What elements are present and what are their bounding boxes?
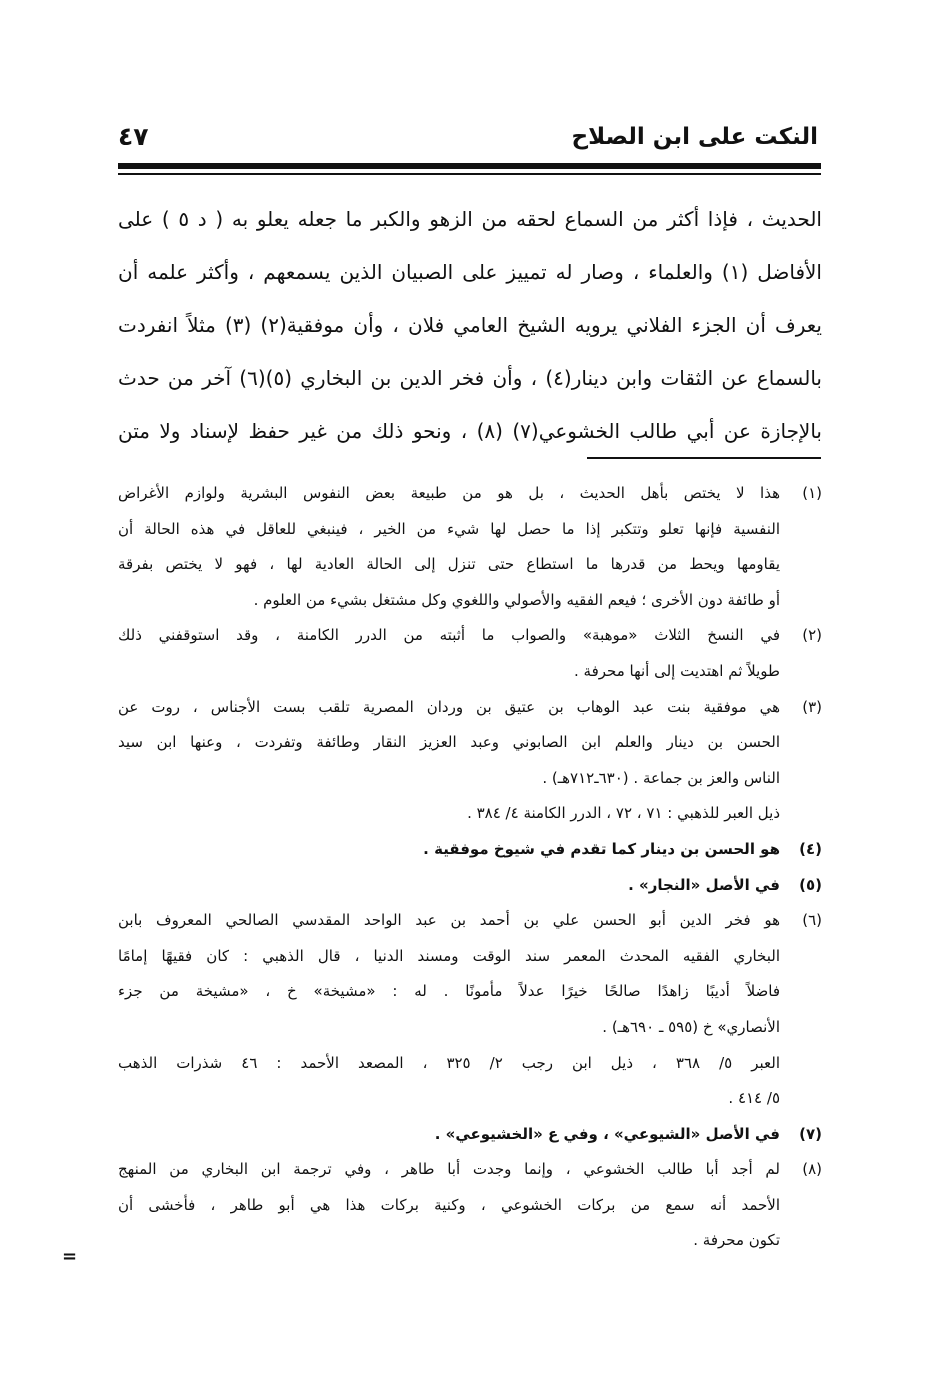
footnote-line <box>118 654 822 690</box>
header-rule-thick <box>118 163 821 169</box>
footnote-line <box>118 476 822 512</box>
footnote-line <box>118 690 822 726</box>
footnote-text: تكون محرفة . <box>693 1231 780 1250</box>
main-text-line: الأفاضل (١) والعلماء ، وصار له تمييز على الصبيان الذين يسمعهم ، وأكثر علمه أن <box>118 260 822 284</box>
book-title: النكت على ابن الصلاح <box>571 124 818 150</box>
footnote-text: البخاري الفقيه المحدث المعمر سند الوقت ومسند الدنيا ، قال الذهبي : كان فقيهًا إمامًا <box>118 946 780 965</box>
footnote-text: هو الحسن بن دينار كما تقدم في شيوخ موفقية . <box>423 839 780 858</box>
running-header <box>118 120 818 160</box>
footnote-number: (٣) <box>802 697 822 716</box>
footnote-text: فاضلاً أديبًا زاهدًا صالحًا خيرًا عدلاً مأمونًا . له : «مشيخة» خ ، «مشيخة من جزء <box>118 982 780 1001</box>
footnote-text: العبر ٥/ ٣٦٨ ، ذيل ابن رجب ٢/ ٣٢٥ ، المصعد الأحمد : ٤٦ شذرات الذهب <box>118 1053 781 1072</box>
main-text-body <box>118 193 822 458</box>
footnote-text: الأحمد أنه سمع من بركات الخشوعي ، وكنية بركات هذا هي أبو طاهر ، فأخشى أن <box>118 1195 780 1214</box>
margin-mark: = <box>62 1246 78 1267</box>
footnote-text: في الأصل «الشيوعي» ، وفي ع «الخشيوعي» . <box>434 1124 780 1143</box>
footnote-number: (٤) <box>799 839 822 858</box>
main-text-line: بالسماع عن الثقات وابن دينار(٤) ، وأن فخر الدين بن البخاري (٥)(٦) آخر من حدث <box>118 366 822 390</box>
footnote-line <box>118 725 822 761</box>
footnote-line <box>118 1010 822 1046</box>
main-text-line: يعرف أن الجزء الفلاني يرويه الشيخ العامي فلان ، وأن موفقية(٢) (٣) مثلاً انفردت <box>118 313 822 337</box>
footnote-line <box>118 583 822 619</box>
footnote-line <box>118 512 822 548</box>
footnote-line <box>118 1117 822 1153</box>
footnote-line <box>118 1152 822 1188</box>
footnote-text: ذيل العبر للذهبي : ٧١ ، ٧٢ ، الدرر الكامنة ٤/ ٣٨٤ . <box>467 804 780 823</box>
footnote-line <box>118 1081 822 1117</box>
footnote-text: لم أجد أبا طالب الخشوعي ، وإنما وجدت أبا طاهر ، وفي ترجمة ابن البخاري من المنهج <box>118 1160 780 1179</box>
footnote-text: أو طائفة دون الأخرى ؛ فيعم الفقيه والأصولي واللغوي وكل مشتغل بشيء من العلوم . <box>253 590 780 609</box>
footnote-text: الحسن بن دينار والعلم ابن الصابوني وعبد العزيز النقار وطائفة وتفردت ، وعنها ابن سيد <box>118 733 780 752</box>
footnote-text: طويلاً ثم اهتديت إلى أنها محرفة . <box>573 661 780 680</box>
footnote-line <box>118 903 822 939</box>
footnote-line <box>118 547 822 583</box>
footnote-line <box>118 1046 822 1082</box>
footnote-number: (٧) <box>799 1124 822 1143</box>
footnote-line <box>118 618 822 654</box>
footnote-line <box>118 832 822 868</box>
footnote-line <box>118 796 822 832</box>
footnote-number: (٢) <box>802 626 822 645</box>
header-rule-thin <box>118 173 821 175</box>
footnotes-section <box>118 476 822 1259</box>
footnote-line <box>118 761 822 797</box>
footnote-text: ٥/ ٤١٤ . <box>728 1089 780 1108</box>
footnote-line <box>118 1223 822 1259</box>
main-text-line: الحديث ، فإذا أكثر من السماع لحقه من الزهو والكبر ما جعله يعلو به ( د ٥ ) على <box>118 207 822 231</box>
footnote-text: هو فخر الدين أبو الحسن علي بن أحمد بن عبد الواحد المقدسي الصالحي المعروف بابن <box>118 911 780 930</box>
footnote-text: النفسية فإنها تعلو وتتكبر إذا ما حصل لها شيء من الخير ، فينبغي للعاقل في هذه الحالة أن <box>118 519 780 538</box>
footnote-text: هذا لا يختص بأهل الحديث ، بل هو من طبيعة بعض النفوس البشرية ولوازم الأغراض <box>118 484 780 502</box>
footnote-text: الناس والعز بن جماعة . (٦٣٠ـ٧١٢هـ) . <box>542 768 780 787</box>
footnote-number: (١) <box>802 484 822 502</box>
footnote-text: يقاومها ويحط من قدرها ما استطاع حتى تنزل إلى الحالة العادية لها ، فهو لا يختص بفرقة <box>118 555 780 574</box>
footnote-number: (٦) <box>802 911 822 930</box>
footnote-separator <box>587 457 821 459</box>
footnote-number: (٥) <box>799 875 822 894</box>
footnote-text: الأنصاري» خ (٥٩٥ ـ ٦٩٠هـ) . <box>602 1017 780 1036</box>
footnote-line <box>118 1188 822 1224</box>
footnote-text: في النسخ الثلاث «موهبة» والصواب ما أثبته من الدرر الكامنة ، وقد استوقفني ذلك <box>118 626 780 645</box>
page-number: ٤٧ <box>118 122 149 151</box>
footnote-line <box>118 939 822 975</box>
main-text-line: بالإجازة عن أبي طالب الخشوعي(٧) (٨) ، ونحو ذلك من غير حفظ لإسناد ولا متن <box>118 419 822 443</box>
footnote-line <box>118 974 822 1010</box>
footnote-number: (٨) <box>802 1160 822 1179</box>
footnote-line <box>118 868 822 904</box>
footnote-text: في الأصل «النجار» . <box>628 875 780 894</box>
footnote-text: هي موفقية بنت عبد الوهاب بن عتيق بن وردان المصرية تلقب بست الأجناس ، روت عن <box>118 697 780 716</box>
